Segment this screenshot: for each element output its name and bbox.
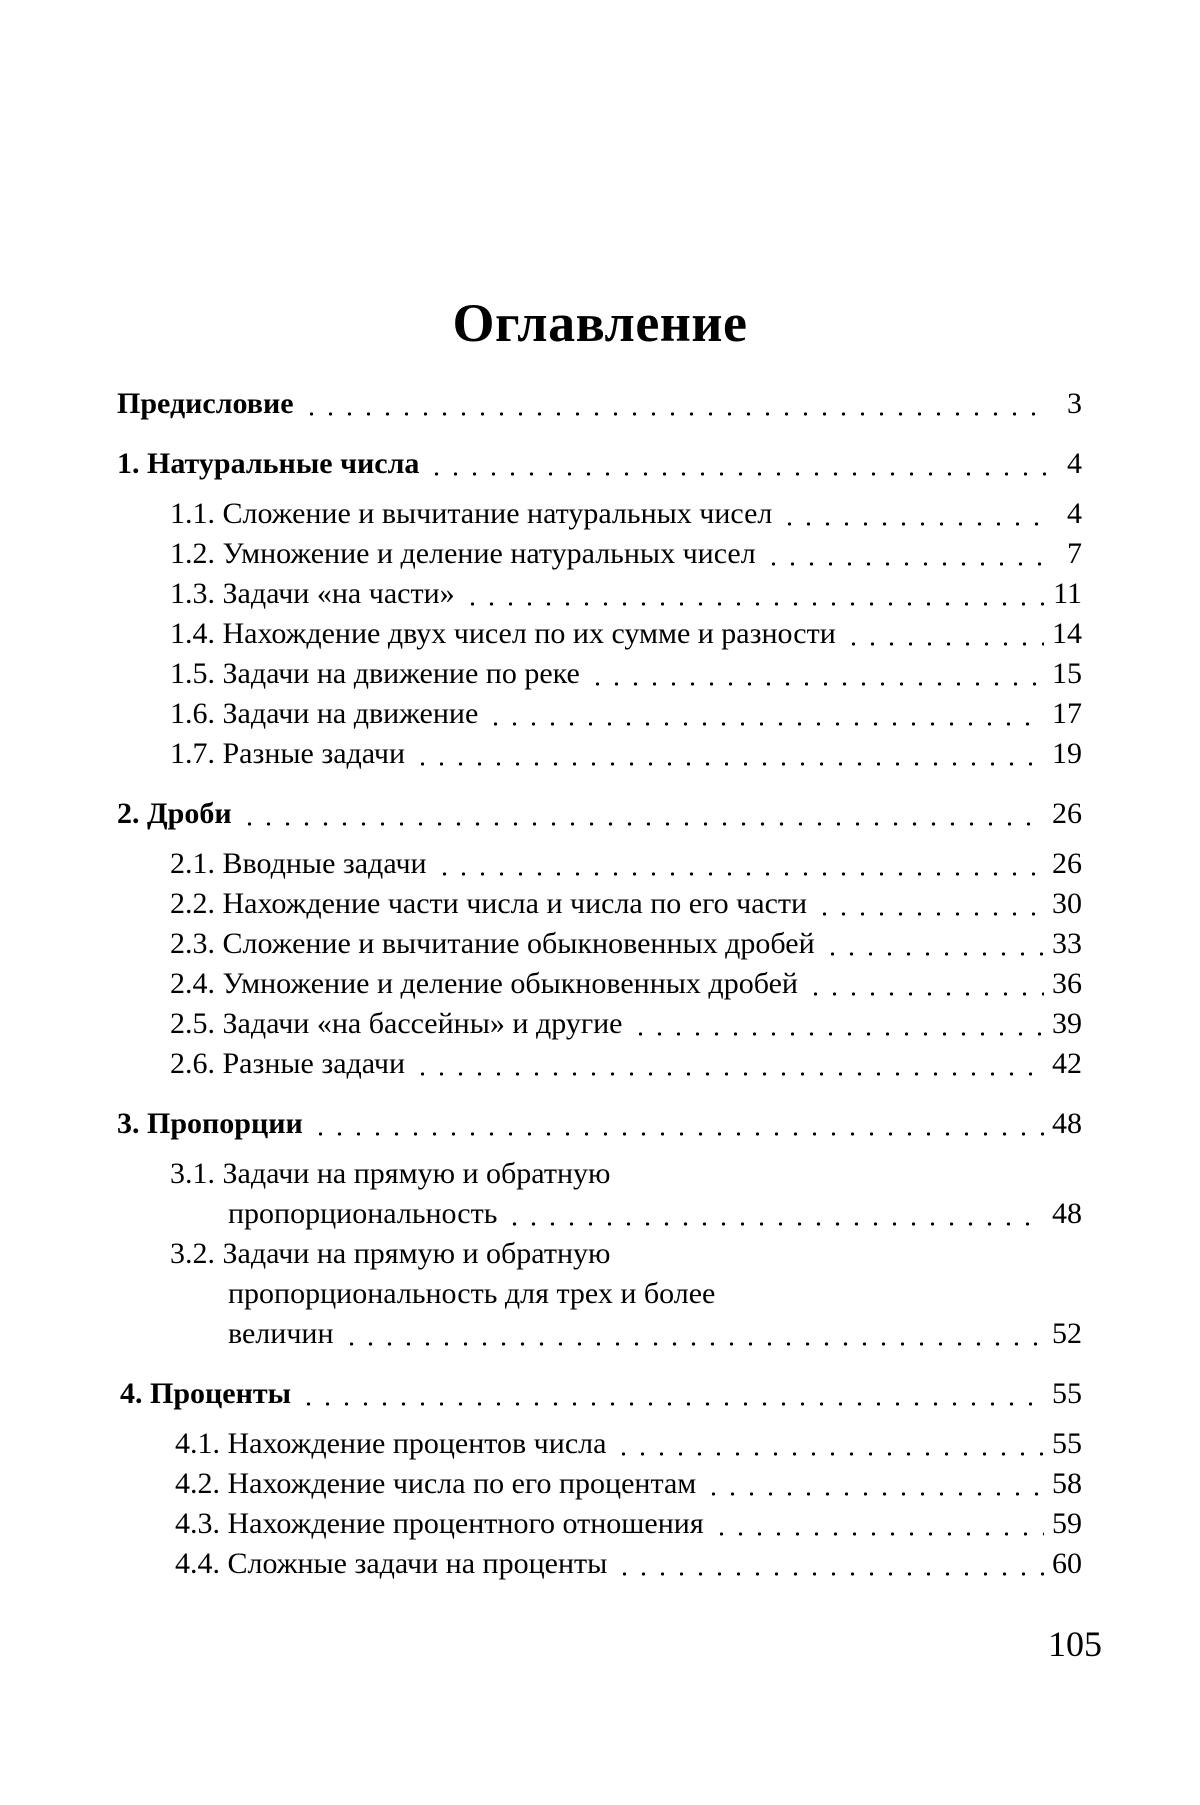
toc-page-number: 55 xyxy=(1052,1374,1082,1414)
dot-leader xyxy=(302,412,1046,416)
toc-entry-preface[interactable] xyxy=(117,384,1082,424)
toc-page-number: 19 xyxy=(1052,734,1082,774)
dot-leader xyxy=(486,722,1044,726)
toc-page-number: 17 xyxy=(1052,694,1082,734)
dot-leader xyxy=(631,1032,1045,1036)
toc-page-number: 42 xyxy=(1052,1044,1082,1084)
toc-entry-label: 2.1. Вводные задачи xyxy=(170,844,427,884)
toc-entry-2-5[interactable] xyxy=(170,1004,1082,1044)
toc-entry-label: 1.5. Задачи на движение по реке xyxy=(170,654,580,694)
toc-entry-chapter-3[interactable] xyxy=(117,1104,1082,1144)
toc-entry-label: 4.2. Нахождение числа по его процентам xyxy=(175,1464,696,1504)
dot-leader xyxy=(704,1492,1044,1496)
dot-leader xyxy=(780,522,1046,526)
toc-page-number: 7 xyxy=(1054,534,1082,574)
toc-entry-3-2-line1[interactable]: 3.2. Задачи на прямую и обратную xyxy=(170,1234,610,1274)
toc-entry-4-2[interactable] xyxy=(175,1464,1082,1504)
toc-page-number: 26 xyxy=(1052,844,1082,884)
toc-entry-label: 1.7. Разные задачи xyxy=(170,734,405,774)
dot-leader xyxy=(463,602,1045,606)
toc-entry-2-1[interactable] xyxy=(170,844,1082,884)
toc-entry-2-3[interactable] xyxy=(170,924,1082,964)
toc-page-number: 15 xyxy=(1052,654,1082,694)
toc-page-number: 52 xyxy=(1052,1314,1082,1354)
dot-leader xyxy=(588,682,1044,686)
toc-entry-4-1[interactable] xyxy=(175,1424,1082,1464)
toc-entry-label: 4.3. Нахождение процентного отношения xyxy=(175,1504,704,1544)
page-title: Оглавление xyxy=(0,288,1200,358)
toc-page-number: 4 xyxy=(1054,444,1082,484)
toc-entry-1-2[interactable] xyxy=(170,534,1082,574)
toc-entry-label: 1.3. Задачи «на части» xyxy=(170,574,455,614)
dot-leader xyxy=(413,1072,1044,1076)
toc-entry-2-2[interactable] xyxy=(170,884,1082,924)
toc-entry-label: 4. Проценты xyxy=(120,1374,291,1414)
dot-leader xyxy=(427,472,1046,476)
toc-entry-label: 2.2. Нахождение части числа и числа по его части xyxy=(170,884,807,924)
toc-entry-4-3[interactable] xyxy=(175,1504,1082,1544)
dot-leader xyxy=(299,1402,1044,1406)
toc-entry-2-4[interactable] xyxy=(170,964,1082,1004)
toc-entry-1-1[interactable] xyxy=(170,494,1082,534)
toc-entry-1-6[interactable] xyxy=(170,694,1082,734)
toc-page-number: 36 xyxy=(1052,964,1082,1004)
toc-entry-1-5[interactable] xyxy=(170,654,1082,694)
toc-entry-label: 2.6. Разные задачи xyxy=(170,1044,405,1084)
toc-entry-chapter-2[interactable] xyxy=(117,794,1082,834)
toc-entry-label: 2.5. Задачи «на бассейны» и другие xyxy=(170,1004,623,1044)
toc-page-number: 11 xyxy=(1053,574,1082,614)
dot-leader xyxy=(764,562,1046,566)
toc-entry-1-4[interactable] xyxy=(170,614,1082,654)
toc-entry-label: 4.1. Нахождение процентов числа xyxy=(175,1424,606,1464)
dot-leader xyxy=(815,912,1044,916)
toc-entry-1-7[interactable] xyxy=(170,734,1082,774)
toc-entry-label: Предисловие xyxy=(117,384,294,424)
toc-page-number: 3 xyxy=(1054,384,1082,424)
toc-entry-label: 1. Натуральные числа xyxy=(117,444,419,484)
toc-page-number: 55 xyxy=(1052,1424,1082,1464)
dot-leader xyxy=(615,1572,1044,1576)
dot-leader xyxy=(435,872,1044,876)
dot-leader xyxy=(505,1222,1044,1226)
toc-entry-label: 1.1. Сложение и вычитание натуральных чисел xyxy=(170,494,772,534)
toc-entry-chapter-4[interactable] xyxy=(120,1374,1082,1414)
dot-leader xyxy=(240,822,1044,826)
toc-entry-label: 1.6. Задачи на движение xyxy=(170,694,478,734)
toc-entry-label: 4.4. Сложные задачи на проценты xyxy=(175,1544,607,1584)
toc-entry-1-3[interactable] xyxy=(170,574,1082,614)
toc-page-number: 60 xyxy=(1052,1544,1082,1584)
dot-leader xyxy=(311,1132,1044,1136)
toc-entry-label: 2.4. Умножение и деление обыкновенных дробей xyxy=(170,964,798,1004)
dot-leader xyxy=(712,1532,1044,1536)
toc-entry-label: 2.3. Сложение и вычитание обыкновенных дробей xyxy=(170,924,815,964)
toc-page xyxy=(0,0,1200,1805)
toc-entry-label: 2. Дроби xyxy=(117,794,232,834)
toc-page-number: 39 xyxy=(1052,1004,1082,1044)
toc-entry-label: 3. Пропорции xyxy=(117,1104,303,1144)
toc-page-number: 59 xyxy=(1052,1504,1082,1544)
toc-entry-3-1[interactable] xyxy=(228,1194,1082,1234)
page-number-footer: 105 xyxy=(1020,1622,1102,1666)
dot-leader xyxy=(614,1452,1044,1456)
toc-page-number: 33 xyxy=(1052,924,1082,964)
toc-entry-3-1-line1[interactable]: 3.1. Задачи на прямую и обратную xyxy=(170,1154,610,1194)
dot-leader xyxy=(342,1342,1044,1346)
toc-entry-label: 1.4. Нахождение двух чисел по их сумме и разности xyxy=(170,614,836,654)
dot-leader xyxy=(823,952,1044,956)
toc-page-number: 26 xyxy=(1052,794,1082,834)
toc-entry-label: величин xyxy=(228,1314,334,1354)
dot-leader xyxy=(806,992,1044,996)
dot-leader xyxy=(844,642,1044,646)
dot-leader xyxy=(413,762,1044,766)
toc-page-number: 48 xyxy=(1052,1194,1082,1234)
toc-entry-3-2-line2[interactable]: пропорциональность для трех и более xyxy=(228,1274,715,1314)
toc-page-number: 58 xyxy=(1052,1464,1082,1504)
toc-entry-2-6[interactable] xyxy=(170,1044,1082,1084)
toc-entry-label: 1.2. Умножение и деление натуральных чисел xyxy=(170,534,756,574)
toc-entry-4-4[interactable] xyxy=(175,1544,1082,1584)
toc-page-number: 4 xyxy=(1054,494,1082,534)
toc-entry-label: пропорциональность xyxy=(228,1194,497,1234)
toc-entry-chapter-1[interactable] xyxy=(117,444,1082,484)
toc-page-number: 48 xyxy=(1052,1104,1082,1144)
toc-page-number: 14 xyxy=(1052,614,1082,654)
toc-entry-3-2[interactable] xyxy=(228,1314,1082,1354)
toc-page-number: 30 xyxy=(1052,884,1082,924)
